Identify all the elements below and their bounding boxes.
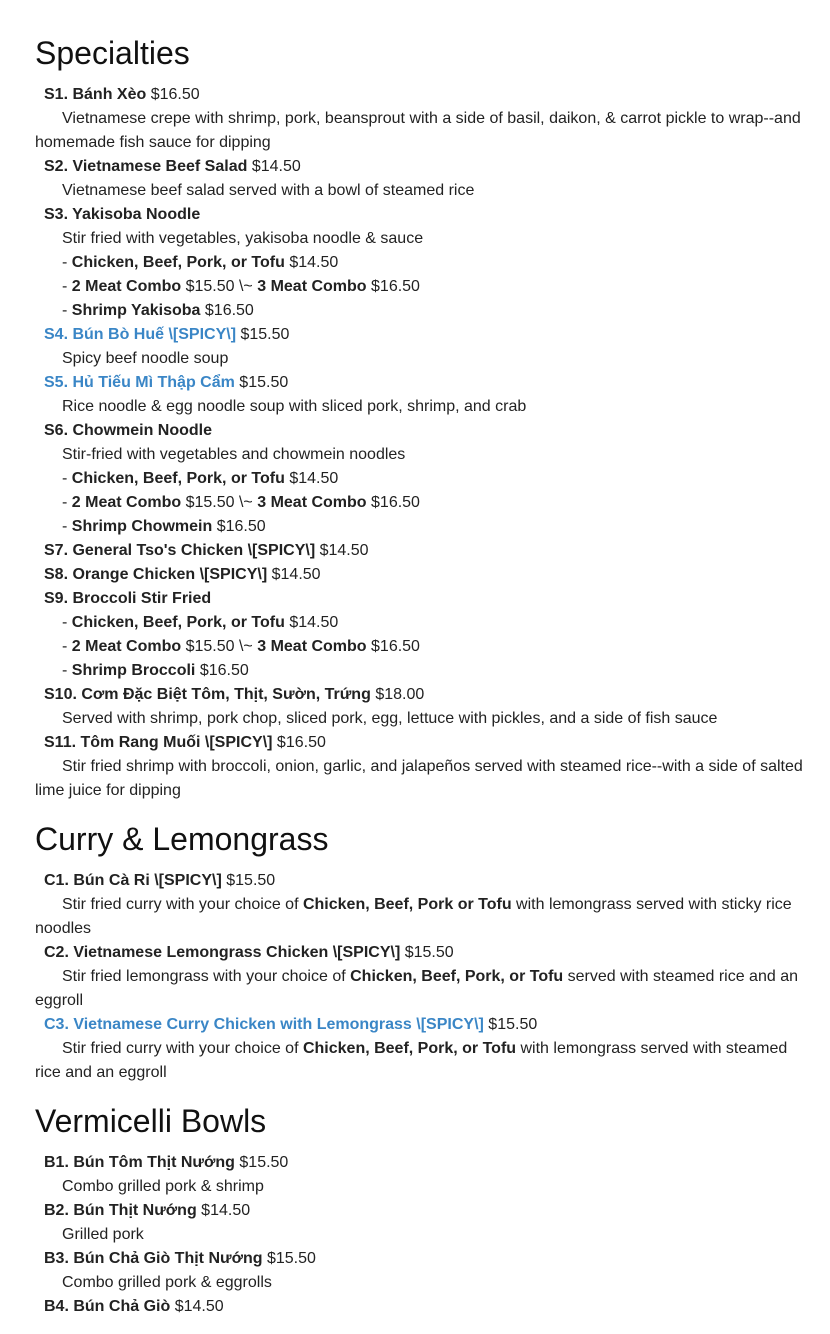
- item-price: $14.50: [174, 1298, 224, 1315]
- desc-text: Stir fried curry with your choice of: [62, 1040, 303, 1057]
- item-price: $15.50: [226, 872, 276, 889]
- option-name: Chicken, Beef, Pork, or Tofu: [71, 470, 285, 487]
- menu-item-b1: [35, 1151, 805, 1199]
- menu-item-b3: [35, 1247, 805, 1295]
- item-description: [35, 1037, 805, 1085]
- item-option: - 2 Meat Combo $15.50 \~ 3 Meat Combo $16.50: [62, 278, 420, 295]
- item-name: S6. Chowmein Noodle: [44, 422, 213, 439]
- menu-item-s9: [35, 587, 805, 683]
- item-price: $15.50: [240, 326, 290, 343]
- item-name: C1. Bún Cà Ri \[SPICY\]: [44, 872, 222, 889]
- item-description: Stir-fried with vegetables and chowmein noodles: [62, 446, 406, 463]
- menu-item-s1: [35, 83, 805, 155]
- item-name: S7. General Tso's Chicken \[SPICY\]: [44, 542, 316, 559]
- item-description: Vietnamese beef salad served with a bowl of steamed rice: [62, 182, 475, 199]
- option-name: 3 Meat Combo: [257, 494, 367, 511]
- item-description: Combo grilled pork & shrimp: [62, 1178, 264, 1195]
- option-price: $16.50: [204, 302, 254, 319]
- option-name: Shrimp Yakisoba: [71, 302, 201, 319]
- menu-item-s2: [35, 155, 805, 203]
- item-price: $16.50: [276, 734, 326, 751]
- desc-choices: Chicken, Beef, Pork or Tofu: [302, 896, 512, 913]
- menu-item-b2: [35, 1199, 805, 1247]
- menu-item-s8: [35, 563, 805, 587]
- section-title-specialties: Specialties: [35, 35, 190, 71]
- desc-text: with lemongrass served with steamed rice and an eggroll: [35, 1040, 788, 1081]
- item-option: - 2 Meat Combo $15.50 \~ 3 Meat Combo $16.50: [62, 638, 420, 655]
- menu-item-s4: [35, 323, 805, 371]
- item-option: - Shrimp Broccoli $16.50: [62, 662, 249, 679]
- menu-item-s7: [35, 539, 805, 563]
- item-description: Grilled pork: [62, 1226, 144, 1243]
- item-name: C2. Vietnamese Lemongrass Chicken \[SPICY\]: [44, 944, 401, 961]
- item-price: $15.50: [488, 1016, 538, 1033]
- option-name: Shrimp Chowmein: [71, 518, 213, 535]
- item-description: Spicy beef noodle soup: [62, 350, 229, 367]
- item-name: S9. Broccoli Stir Fried: [44, 590, 212, 607]
- item-option: - 2 Meat Combo $15.50 \~ 3 Meat Combo $16.50: [62, 494, 420, 511]
- option-price: $15.50: [185, 638, 235, 655]
- menu-item-b4: [35, 1295, 805, 1319]
- desc-text: served with steamed rice and an eggroll: [35, 968, 798, 1009]
- option-name: 2 Meat Combo: [71, 278, 182, 295]
- item-price: $16.50: [150, 86, 200, 103]
- menu-item-c2: [35, 941, 805, 1013]
- menu-item-s5: [35, 371, 805, 419]
- item-name: S2. Vietnamese Beef Salad: [44, 158, 248, 175]
- option-price: $14.50: [289, 254, 339, 271]
- item-price: $15.50: [239, 1154, 289, 1171]
- item-name: S8. Orange Chicken \[SPICY\]: [44, 566, 268, 583]
- item-name: S3. Yakisoba Noodle: [44, 206, 201, 223]
- item-price: $14.50: [251, 158, 301, 175]
- item-name: B2. Bún Thịt Nướng: [44, 1202, 197, 1219]
- option-price: $14.50: [289, 470, 339, 487]
- desc-choices: Chicken, Beef, Pork, or Tofu: [350, 968, 564, 985]
- option-price: $15.50: [185, 494, 235, 511]
- menu-item-s6: [35, 419, 805, 539]
- item-name: B1. Bún Tôm Thịt Nướng: [44, 1154, 235, 1171]
- option-name: 3 Meat Combo: [257, 278, 367, 295]
- menu-page: [35, 0, 805, 1319]
- section-title-curry: Curry & Lemongrass: [35, 821, 329, 857]
- item-description: Served with shrimp, pork chop, sliced pork, egg, lettuce with pickles, and a side of fish sauce: [62, 710, 718, 727]
- item-price: $14.50: [201, 1202, 251, 1219]
- menu-item-s10: [35, 683, 805, 731]
- option-price: $16.50: [371, 278, 420, 295]
- option-separator: \~: [238, 638, 253, 655]
- desc-text: with lemongrass served with sticky rice noodles: [35, 896, 792, 937]
- item-option: - Chicken, Beef, Pork, or Tofu $14.50: [62, 614, 339, 631]
- item-name: S11. Tôm Rang Muối \[SPICY\]: [44, 734, 273, 751]
- item-name: B4. Bún Chả Giò: [44, 1298, 171, 1315]
- desc-choices: Chicken, Beef, Pork, or Tofu: [302, 1040, 517, 1057]
- option-name: Chicken, Beef, Pork, or Tofu: [71, 614, 285, 631]
- item-description: Rice noodle & egg noodle soup with sliced pork, shrimp, and crab: [62, 398, 527, 415]
- option-name: Chicken, Beef, Pork, or Tofu: [71, 254, 285, 271]
- option-name: 2 Meat Combo: [71, 638, 182, 655]
- item-description: [35, 893, 805, 941]
- item-description: Combo grilled pork & eggrolls: [62, 1274, 272, 1291]
- item-name-link[interactable]: S5. Hủ Tiếu Mì Thập Cẩm: [44, 374, 235, 391]
- item-price: $15.50: [266, 1250, 316, 1267]
- item-option: - Shrimp Chowmein $16.50: [62, 518, 266, 535]
- option-price: $14.50: [289, 614, 339, 631]
- item-name: B3. Bún Chả Giò Thịt Nướng: [44, 1250, 263, 1267]
- item-name-link[interactable]: S4. Bún Bò Huế \[SPICY\]: [44, 326, 237, 343]
- item-name: S10. Cơm Đặc Biệt Tôm, Thịt, Sườn, Trứng: [44, 686, 371, 703]
- desc-text: Stir fried lemongrass with your choice of: [62, 968, 351, 985]
- menu-item-s11: [35, 731, 805, 803]
- section-title-vermicelli: Vermicelli Bowls: [35, 1103, 267, 1139]
- item-price: $15.50: [239, 374, 289, 391]
- option-price: $16.50: [371, 494, 420, 511]
- item-description: Stir fried with vegetables, yakisoba noodle & sauce: [62, 230, 424, 247]
- menu-item-c1: [35, 869, 805, 941]
- item-option: - Chicken, Beef, Pork, or Tofu $14.50: [62, 470, 339, 487]
- desc-text: Stir fried curry with your choice of: [62, 896, 303, 913]
- item-description: [35, 965, 805, 1013]
- option-price: $16.50: [199, 662, 249, 679]
- option-price: $15.50: [185, 278, 235, 295]
- item-option: - Shrimp Yakisoba $16.50: [62, 302, 254, 319]
- option-name: 2 Meat Combo: [71, 494, 182, 511]
- item-price: $14.50: [319, 542, 369, 559]
- item-price: $14.50: [271, 566, 321, 583]
- item-option: - Chicken, Beef, Pork, or Tofu $14.50: [62, 254, 339, 271]
- item-description: Stir fried shrimp with broccoli, onion, garlic, and jalapeños served with steamed rice--with a side of salted lime juice for dipping: [35, 758, 803, 799]
- option-price: $16.50: [216, 518, 266, 535]
- menu-item-c3: [35, 1013, 805, 1085]
- item-name-link[interactable]: C3. Vietnamese Curry Chicken with Lemongrass \[SPICY\]: [44, 1016, 484, 1033]
- option-separator: \~: [238, 494, 253, 511]
- item-price: $15.50: [404, 944, 454, 961]
- option-separator: \~: [238, 278, 253, 295]
- item-name: S1. Bánh Xèo: [44, 86, 147, 103]
- item-description: Vietnamese crepe with shrimp, pork, beansprout with a side of basil, daikon, & carrot pickle to wrap--and homemade fish sauce for dipping: [35, 110, 801, 151]
- option-name: Shrimp Broccoli: [71, 662, 196, 679]
- item-price: $18.00: [375, 686, 425, 703]
- menu-item-s3: [35, 203, 805, 323]
- option-name: 3 Meat Combo: [257, 638, 367, 655]
- option-price: $16.50: [371, 638, 420, 655]
